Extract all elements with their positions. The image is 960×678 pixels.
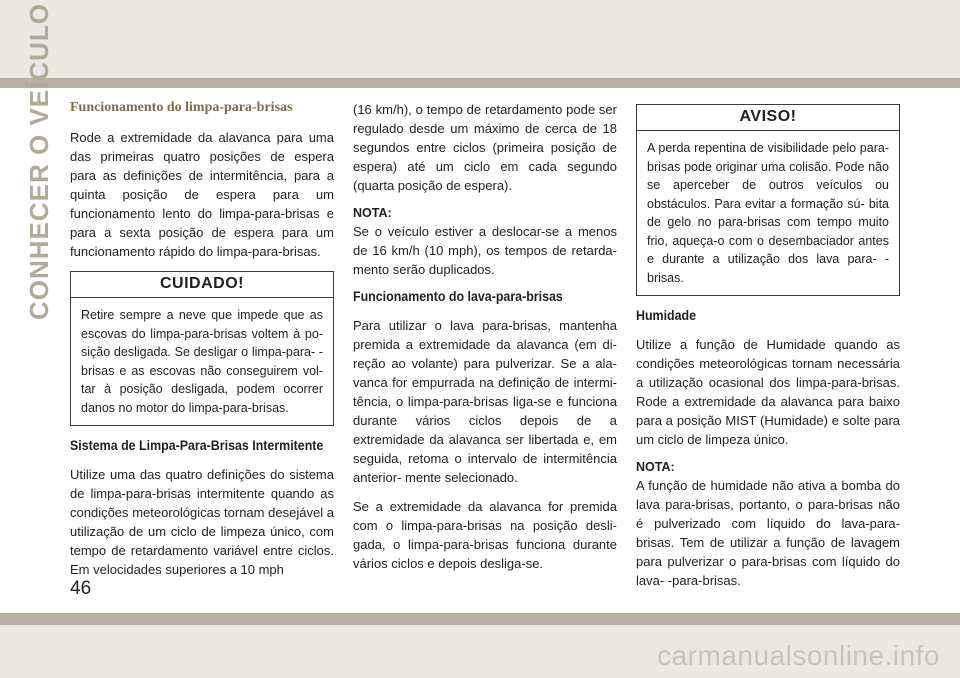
page-number: 46 [70, 578, 92, 599]
mist-heading: Humidade [636, 308, 697, 323]
footer-stripe [0, 613, 960, 625]
mist-text: Utilize a função de Humidade quando as condições meteorológicas tornam necessária a utilização ocasional dos limpa-para-brisas. Rode a extremidade da alavanca para baixo para a posição MIST (Humidade) e solte para um ciclo de limpeza único. [636, 337, 900, 447]
column-1 [70, 100, 334, 589]
caution-box [70, 271, 334, 426]
washer-off-text: Se a extremidade da alavanca for premida com o limpa-para-brisas na posição desli- gada, o limpa-para-brisas funciona durante vários ciclos e depois desliga-se. [353, 499, 617, 571]
note-text-2: A função de humidade não ativa a bomba do lava para-brisas, portanto, o para-brisas não é pulverizado com líquido do lava-para-brisas. Tem de utilizar a função de lavagem para pulverizar o para-brisas com líquido do lava- -para-brisas. [636, 478, 900, 588]
caution-title: CUIDADO! [71, 272, 333, 298]
caution-text: Retire sempre a neve que impede que as escovas do limpa-para-brisas voltem à po- sição desligada. Se desligar o limpa-para- -brisas e as escovas não conseguirem vol- tar à posição desligada, podem ocorrer danos no motor do limpa-para-brisas. [81, 308, 323, 415]
washer-operation-text: Para utilizar o lava para-brisas, mantenha premida a extremidade da alavanca (em di- reção ao volante) para pulverizar. Se a ala- vanca for empurrada na definição de intermi- tência, o limpa-para-brisas liga-se e funciona durante vários ciclos depois de a extremidade da alavanca ser libertada e, em seguida, retoma o intervalo de intermitência anterior- mente selecionado. [353, 318, 617, 485]
warning-box [636, 104, 900, 296]
note-heading-2: NOTA: [636, 460, 675, 474]
section-side-title: CONHECER O VEÍCULO [24, 2, 54, 320]
intermittent-wiper-text: Utilize uma das quatro definições do sistema de limpa-para-brisas intermitente quando as condições meteorológicas tornam desejável a utilização de um ciclo de limpeza único, com tempo de retardamento variável entre ciclos. Em velocidades superiores a 10 mph [70, 467, 334, 577]
wiper-operation-heading: Funcionamento do limpa-para-brisas [70, 100, 293, 115]
washer-operation-heading: Funcionamento do lava-para-brisas [353, 289, 563, 304]
warning-text: A perda repentina de visibilidade pelo para-brisas pode originar uma colisão. Pode não se aperceber de outros veículos ou obstáculos. Para evitar a formação sú- bita de gelo no para-brisas com tempo muito frio, aqueça-o com o desembaciador antes e durante a utilização dos lava para- -brisas. [647, 141, 889, 285]
intermittent-wiper-heading: Sistema de Limpa-Para-Brisas Intermitente [70, 438, 324, 453]
column-3 [636, 100, 900, 600]
note-heading: NOTA: [353, 206, 392, 220]
note-text: Se o veículo estiver a deslocar-se a menos de 16 km/h (10 mph), os tempos de retarda- mento serão duplicados. [353, 224, 617, 277]
header-stripe [0, 78, 960, 88]
column-2 [353, 100, 617, 583]
delay-text: (16 km/h), o tempo de retardamento pode ser regulado desde um máximo de cerca de 18 segundos entre ciclos (primeira posição de espera) até um ciclo em cada segundo (quarta posição de espera). [353, 102, 617, 193]
warning-title: AVISO! [637, 105, 899, 131]
watermark: carmanualsonline.info [657, 640, 940, 671]
wiper-operation-text: Rode a extremidade da alavanca para uma das primeiras quatro posições de espera para as definições de intermitência, para a quinta posição de espera para um funcionamento lento do limpa-para-brisas e para a sexta posição de espera para um funcionamento rápido do limpa-para-brisas. [70, 130, 334, 259]
header-band [0, 0, 960, 88]
